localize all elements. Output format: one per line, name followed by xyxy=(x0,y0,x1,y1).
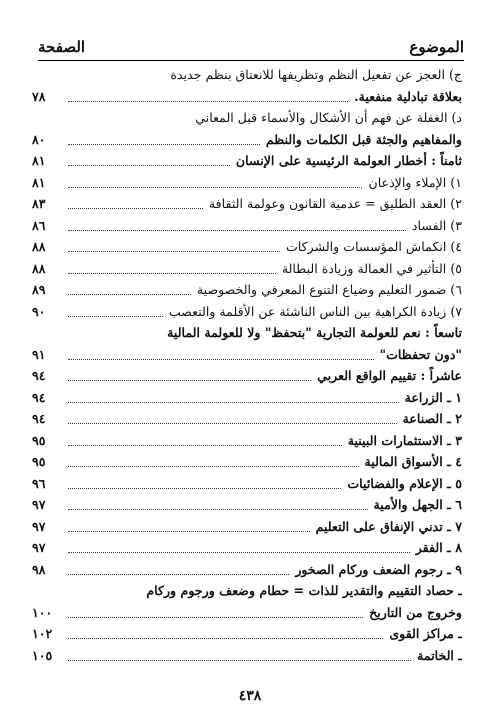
leader-dots xyxy=(68,251,280,252)
toc-entry-title: ٤) انكماش المؤسسات والشركات xyxy=(285,239,462,254)
toc-entry-page: ٨٨ xyxy=(32,239,46,254)
leader-dots xyxy=(68,359,374,360)
header-topic: الموضوع xyxy=(409,38,464,56)
toc-entry-title: عاشراً : تقييم الواقع العربي xyxy=(317,368,462,383)
toc-entry-page: ٨٨ xyxy=(32,260,46,276)
toc-entry xyxy=(32,365,462,387)
toc-entry-page: ٩٧ xyxy=(32,540,46,555)
leader-dots xyxy=(68,552,410,553)
toc-entry xyxy=(32,172,462,194)
toc-entry-title: ٨ ـ الفقر xyxy=(415,540,462,555)
toc-entry xyxy=(32,387,462,409)
toc-entry xyxy=(32,537,462,559)
toc-entry-page: ٩٧ xyxy=(32,497,46,512)
toc-entry xyxy=(32,107,462,129)
toc-entry-page: ٩٥ xyxy=(32,432,46,448)
toc-entry-page: ٩٤ xyxy=(32,411,46,426)
toc-entry-page: ٨٦ xyxy=(32,217,46,233)
toc-entry-page: ٩٠ xyxy=(32,303,46,319)
toc-entry-title: ٧ ـ تدني الإنفاق على التعليم xyxy=(315,518,462,534)
toc-entry xyxy=(32,258,462,280)
toc-entry xyxy=(32,64,462,86)
toc-entry-page: ١٠٥ xyxy=(32,647,53,663)
toc-entry xyxy=(32,279,462,301)
toc-entry-title: تاسعاً : نعم للعولمة التجارية "بتحفظ" ولا للعولمة المالية xyxy=(167,325,462,340)
toc-entry xyxy=(32,580,462,602)
toc-entry-title: ٢ ـ الصناعة xyxy=(402,411,462,426)
toc-entry xyxy=(32,236,462,258)
toc-entry xyxy=(32,408,462,430)
toc-entry-title: ٢) العقد الطليق = عدمية القانون وعولمة الثقافة xyxy=(208,196,462,211)
toc-entry-page: ٨٣ xyxy=(32,196,46,211)
toc-entry-page: ٨١ xyxy=(32,153,46,168)
leader-dots xyxy=(68,617,363,618)
toc-entry xyxy=(32,344,462,366)
leader-dots xyxy=(68,165,230,166)
toc-entry xyxy=(32,494,462,516)
toc-entry xyxy=(32,86,462,108)
leader-dots xyxy=(68,230,406,231)
toc-entry-title: ٦ ـ الجهل والأمية xyxy=(373,497,462,512)
toc-entry-page: ٩٥ xyxy=(32,454,46,469)
leader-dots xyxy=(68,187,362,188)
toc-entry xyxy=(32,215,462,237)
leader-dots xyxy=(68,144,260,145)
toc-list xyxy=(32,64,462,666)
toc-entry-title: ـ مراكز القوى xyxy=(389,626,462,641)
leader-dots xyxy=(68,531,310,532)
toc-entry-title: ٤ ـ الأسواق المالية xyxy=(364,454,462,469)
toc-entry-page: ٨٠ xyxy=(32,131,46,147)
toc-entry-page: ٩٦ xyxy=(32,475,46,491)
leader-dots xyxy=(68,574,289,575)
toc-entry-title: د) الغفلة عن فهم أن الأشكال والأسماء قبل المعاني xyxy=(195,110,462,125)
toc-entry-page: ٨٩ xyxy=(32,282,46,297)
toc-entry-page: ٩١ xyxy=(32,346,46,362)
leader-dots xyxy=(68,380,311,381)
toc-entry xyxy=(32,322,462,344)
toc-entry-page: ٧٨ xyxy=(32,88,46,104)
toc-entry-title: ثامناً : أخطار العولمة الرئيسية على الإنسان xyxy=(235,153,462,168)
leader-dots xyxy=(68,402,399,403)
leader-dots xyxy=(68,638,383,639)
toc-entry xyxy=(32,473,462,495)
toc-entry-title: وخروج من التاريخ xyxy=(369,604,462,620)
toc-entry-title: ٥) التأثير في العمالة وزيادة البطالة xyxy=(281,260,462,276)
toc-entry xyxy=(32,623,462,645)
toc-entry-page: ٩٨ xyxy=(32,561,46,577)
leader-dots xyxy=(68,660,411,661)
toc-entry-title: ٦) ضمور التعليم وضياع التنوع المعرفي والخصوصية xyxy=(196,282,462,297)
toc-entry-page: ١٠٢ xyxy=(32,626,53,641)
toc-entry-title: ٧) زيادة الكراهية بين الناس الناشئة عن الأقلمة والتعصب xyxy=(168,303,462,319)
toc-entry-title: بعلاقة تبادلية منفعية. xyxy=(354,88,462,104)
leader-dots xyxy=(68,294,191,295)
leader-dots xyxy=(68,208,203,209)
leader-dots xyxy=(68,423,397,424)
toc-entry-title: "دون تحفظات" xyxy=(379,346,462,362)
leader-dots xyxy=(68,316,163,317)
toc-entry xyxy=(32,193,462,215)
leader-dots xyxy=(68,101,348,102)
toc-entry-title: ٩ ـ رجوم الضعف وركام الصخور xyxy=(295,561,462,577)
header-page: الصفحة xyxy=(38,38,86,56)
toc-entry-page: ٩٧ xyxy=(32,518,46,534)
leader-dots xyxy=(68,509,368,510)
toc-entry-title: ج) العجز عن تفعيل النظم وتظريفها للانعتاق بنظم جديدة xyxy=(170,67,462,82)
toc-entry xyxy=(32,602,462,624)
toc-entry-title: ١) الإملاء والإذعان xyxy=(368,174,462,190)
toc-entry xyxy=(32,451,462,473)
toc-entry xyxy=(32,516,462,538)
toc-entry-title: ٣ ـ الاستثمارات البينية xyxy=(347,432,462,448)
toc-entry-title: ٥ ـ الإعلام والفضائيات xyxy=(347,475,462,491)
toc-entry-title: ٣) الفساد xyxy=(411,217,462,233)
toc-entry-title: ـ حصاد التقييم والتقدير للذات = حطام وضعف ورجوم وركام xyxy=(146,583,462,598)
toc-entry xyxy=(32,645,462,667)
toc-entry xyxy=(32,430,462,452)
toc-entry-page: ٨١ xyxy=(32,174,46,190)
leader-dots xyxy=(68,488,341,489)
toc-entry xyxy=(32,301,462,323)
toc-entry-title: والمفاهيم والجثة قبل الكلمات والنظم xyxy=(265,131,462,147)
page-number: ٤٣٨ xyxy=(238,688,262,704)
toc-entry-title: ـ الخاتمة xyxy=(417,647,462,663)
leader-dots xyxy=(68,273,276,274)
leader-dots xyxy=(68,445,342,446)
toc-header xyxy=(38,38,464,61)
leader-dots xyxy=(68,466,359,467)
toc-entry xyxy=(32,150,462,172)
toc-entry-page: ١٠٠ xyxy=(32,604,53,620)
toc-entry-title: ١ ـ الزراعة xyxy=(404,389,462,405)
toc-entry xyxy=(32,129,462,151)
toc-entry xyxy=(32,559,462,581)
toc-entry-page: ٩٤ xyxy=(32,389,46,405)
toc-entry-page: ٩٤ xyxy=(32,368,46,383)
